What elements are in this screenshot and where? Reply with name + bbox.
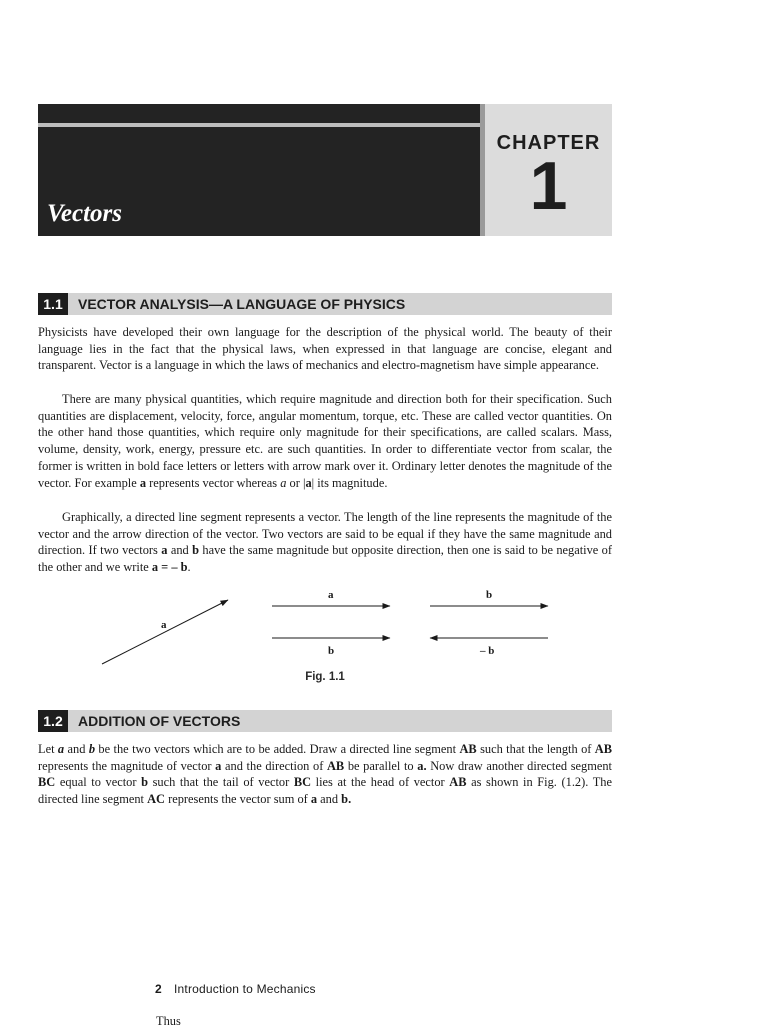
running-footer-title: Introduction to Mechanics: [174, 982, 316, 996]
label-diag-a: a: [161, 619, 167, 631]
label-top-right: b: [486, 589, 493, 601]
chapter-title: Vectors: [47, 200, 122, 227]
paragraph-1: Physicists have developed their own language for the description of the physical world. The beauty of their language lies in the fact that the physical laws, when expressed in that language are concise, elegant and transparent. Vector is a language in which the laws of mechanics and electro-magnetism have simple appearance.: [38, 325, 612, 373]
section-number: 1.2: [38, 710, 68, 732]
section-heading-1-2: [38, 710, 612, 732]
section-title: ADDITION OF VECTORS: [78, 713, 241, 729]
chapter-label: CHAPTER: [496, 132, 601, 154]
figure-caption: Fig. 1.1: [305, 671, 345, 683]
paragraph-3: Graphically, a directed line segment represents a vector. The length of the line represents the magnitude of the vector and the arrow direction of the vector. Two vectors are said to be equal if they have the same magnitude and direction. If two vectors a and b have the same magnitude but opposite direction, then one is said to be negative of the other and we write a = – b.: [38, 510, 612, 575]
page-number: 2: [155, 982, 162, 996]
chapter-number: 1: [529, 148, 568, 224]
section-number: 1.1: [38, 293, 68, 315]
vector-arrow-diagonal: [102, 600, 228, 664]
next-page-text: Thus: [156, 1014, 181, 1028]
section-title: VECTOR ANALYSIS—A LANGUAGE OF PHYSICS: [78, 296, 406, 312]
paragraph-4: Let a and b be the two vectors which are to be added. Draw a directed line segment AB such that the length of AB represents the magnitude of vector a and the direction of AB be parallel to a. Now draw another directed segment BC equal to vector b such that the tail of vector BC lies at the head of vector AB as shown in Fig. (1.2). The directed line segment AC represents the vector sum of a and b.: [38, 742, 613, 807]
label-top-left: a: [328, 589, 334, 601]
label-bottom-right: – b: [480, 645, 495, 657]
paragraph-2: There are many physical quantities, which require magnitude and direction both for their specification. Such quantities are displacement, velocity, force, angular momentum, torque, etc. These are called vector quantities. On the other hand those quantities, which require only magnitude for their specifications, are called scalars. Mass, volume, density, work, energy, pressure etc. are such quantities. In order to differentiate vector from scalar, the former is written in bold face letters or letters with arrow mark over it. Ordinary letter denotes the magnitude of the vector. For example a represents vector whereas a or |a| its magnitude.: [38, 392, 612, 490]
label-bottom-left: b: [328, 645, 335, 657]
